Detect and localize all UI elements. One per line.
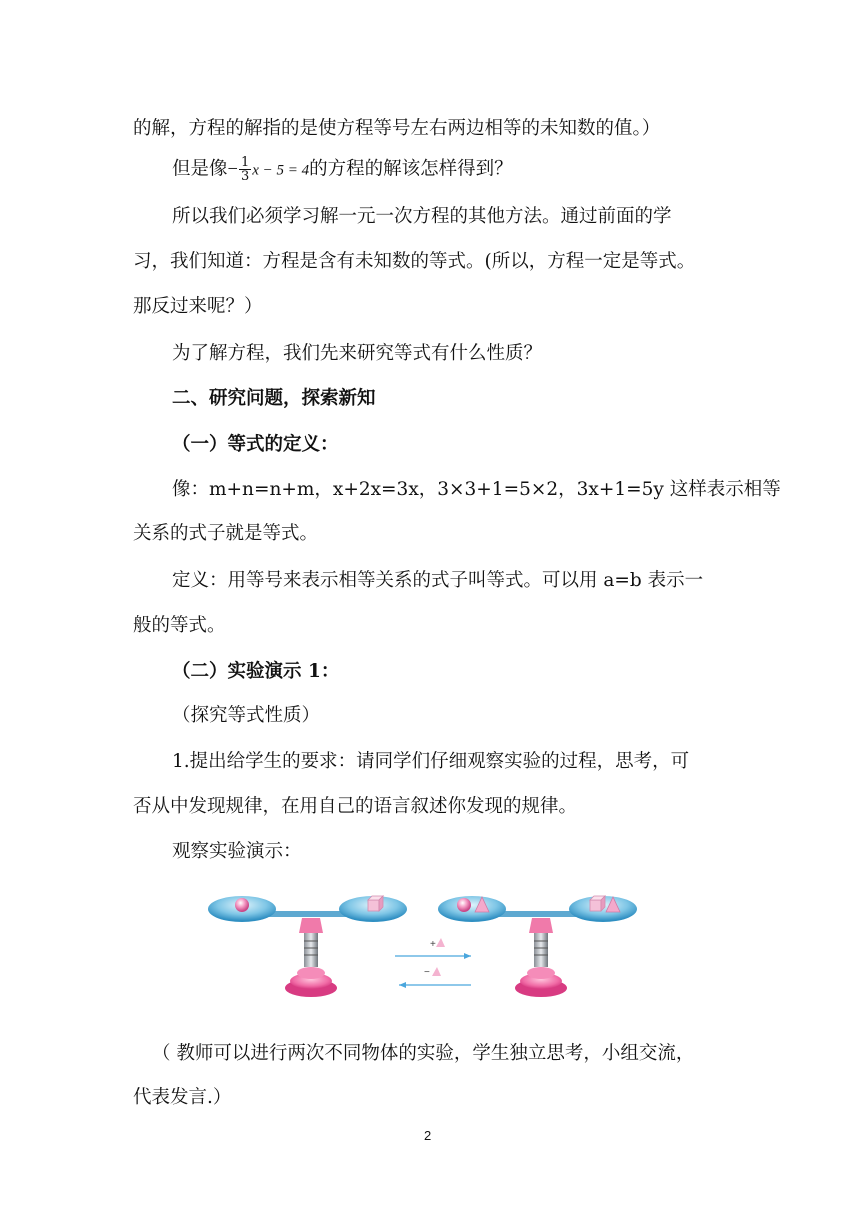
paragraph-research-intro: 为了解方程，我们先来研究等式有什么性质？ bbox=[172, 343, 543, 364]
equation-fraction bbox=[239, 156, 251, 183]
paragraph-definition-line1: 定义：用等号来表示相等关系的式子叫等式。可以用 a=b 表示一 bbox=[172, 570, 704, 591]
paragraph-teacher-note-line2: 代表发言.） bbox=[133, 1087, 232, 1108]
balance-right bbox=[438, 896, 637, 997]
paragraph-methods-line1: 所以我们必须学习解一元一次方程的其他方法。通过前面的学 bbox=[172, 206, 672, 227]
paragraph-requirements-line2: 否从中发现规律，在用自己的语言叙述你发现的规律。 bbox=[133, 796, 578, 817]
arrow-top-label: + bbox=[430, 939, 436, 950]
paragraph-explore-note: （探究等式性质） bbox=[172, 705, 321, 726]
balance-experiment-figure bbox=[205, 885, 665, 1005]
paragraph-observe: 观察实验演示： bbox=[172, 841, 302, 862]
paragraph-solution-definition: 的解，方程的解指的是使方程等号左右两边相等的未知数的值。） bbox=[133, 118, 661, 139]
paragraph-methods-line2: 习，我们知道：方程是含有未知数的等式。(所以，方程一定是等式。 bbox=[133, 251, 696, 272]
ball-object bbox=[235, 898, 249, 912]
paragraph-teacher-note-line1: （ 教师可以进行两次不同物体的实验，学生独立思考，小组交流， bbox=[152, 1043, 695, 1064]
arrow-bottom-label: − bbox=[424, 967, 430, 978]
subsection-heading-experiment: （二）实验演示 1： bbox=[172, 661, 340, 682]
paragraph-examples-line1: 像：m+n=n+m，x+2x=3x，3×3+1=5×2，3x+1=5y 这样表示相等 bbox=[172, 479, 781, 500]
paragraph-equation-question bbox=[172, 156, 513, 184]
right-pan-left bbox=[438, 896, 506, 922]
section-heading-research: 二、研究问题，探索新知 bbox=[172, 388, 376, 409]
equation-question-suffix: 的方程的解该怎样得到？ bbox=[309, 158, 513, 180]
cube-object bbox=[590, 896, 605, 911]
transition-arrows bbox=[395, 938, 471, 988]
fraction-numerator: 1 bbox=[240, 155, 250, 170]
page-number: 2 bbox=[424, 1128, 432, 1143]
equation-minus-sign: − bbox=[227, 159, 238, 180]
paragraph-definition-line2: 般的等式。 bbox=[133, 615, 226, 636]
subsection-heading-definition: （一）等式的定义： bbox=[172, 434, 339, 455]
paragraph-examples-line2: 关系的式子就是等式。 bbox=[133, 523, 319, 544]
cone-add-icon bbox=[436, 938, 445, 947]
cone-remove-icon bbox=[432, 967, 441, 976]
paragraph-requirements-line1: 1.提出给学生的要求：请同学们仔细观察实验的过程，思考，可 bbox=[172, 751, 690, 772]
cube-object bbox=[368, 896, 383, 911]
balance-left bbox=[208, 896, 407, 997]
ball-object bbox=[457, 898, 471, 912]
equation-rest: x − 5 = 4 bbox=[252, 162, 310, 179]
paragraph-methods-line3: 那反过来呢？） bbox=[133, 296, 263, 317]
fraction-denominator: 3 bbox=[240, 169, 250, 184]
equation-question-prefix: 但是像 bbox=[172, 158, 228, 180]
